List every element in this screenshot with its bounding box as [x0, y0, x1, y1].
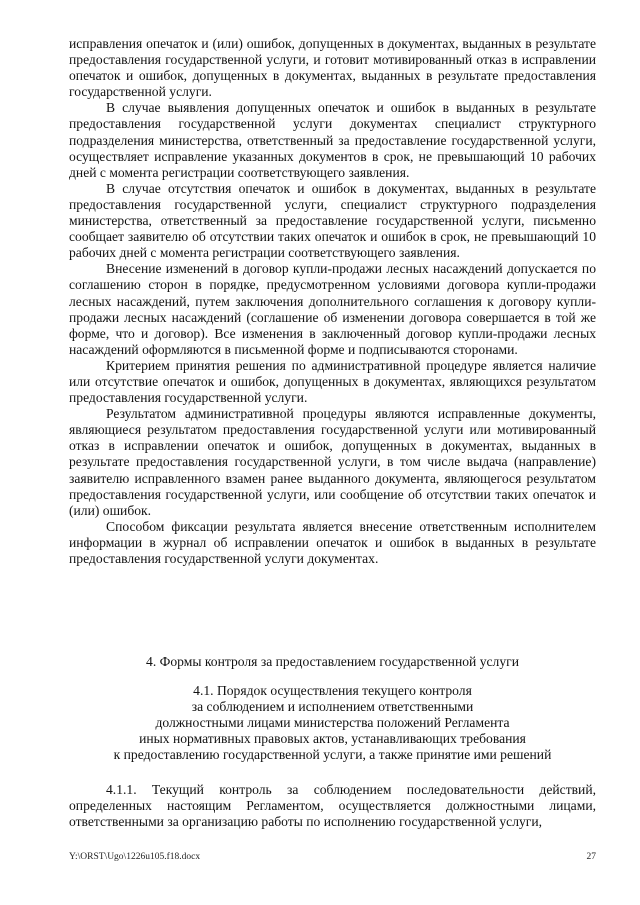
- subsection-heading-line: к предоставлению государственной услуги, а также принятие ими решений: [113, 747, 552, 763]
- subsection-heading-line: 4.1. Порядок осуществления текущего контроля: [193, 683, 472, 698]
- footer-file-path: Y:\ORST\Ugo\1226u105.f18.docx: [69, 852, 201, 862]
- paragraph-contract-changes: Внесение изменений в договор купли-продажи лесных насаждений допускается по соглашению сторон в порядке, предусмотренном условиями договора купли-продажи лесных насаждений, путем заключения дополнительного соглашения к договору купли-продажи лесных насаждений (соглашение об изменении договора совершается в той же форме, что и договор). Все изменения в заключенный договор купли-продажи лесных насаждений оформляются в письменной форме и подписываются сторонами.: [69, 261, 596, 357]
- subsection-heading: [69, 683, 596, 763]
- paragraph-errors-found: В случае выявления допущенных опечаток и ошибок в выданных в результате предоставления государственной услуги документах специалист структурного подразделения министерства, ответственный за предоставление государственной услуги, осуществляет исправление указанных документов в срок, не превышающий 10 рабочих дней с момента регистрации соответствующего заявления.: [69, 100, 596, 180]
- subsection-heading-line: иных нормативных правовых актов, устанавливающих требования: [139, 731, 526, 747]
- section-heading: 4. Формы контроля за предоставлением государственной услуги: [146, 654, 519, 669]
- subsection-heading-line: должностными лицами министерства положений Регламента: [155, 715, 510, 731]
- paragraph-current-control: 4.1.1. Текущий контроль за соблюдением последовательности действий, определенных настоящим Регламентом, осуществляется должностными лицами, ответственными за организацию работы по исполнению государственной услуги,: [69, 782, 596, 830]
- paragraph-continuation: исправления опечаток и (или) ошибок, допущенных в документах, выданных в результате предоставления государственной услуги, и готовит мотивированный отказ в исправлении опечаток и ошибок, допущенных в документах, выданных в результате предоставления государственной услуги.: [69, 36, 596, 100]
- paragraph-no-errors: В случае отсутствия опечаток и ошибок в документах, выданных в результате предоставления государственной услуги, специалист структурного подразделения министерства, ответственный за предоставление государственной услуги, письменно сообщает заявителю об отсутствии таких опечаток и ошибок в срок, не превышающий 10 рабочих дней с момента регистрации соответствующего заявления.: [69, 180, 596, 261]
- subsection-heading-line: за соблюдением и исполнением ответственными: [191, 699, 474, 715]
- paragraph-result-recording: Способом фиксации результата является внесение ответственным исполнителем информации в журнал об исправлении опечаток и ошибок в выданных в результате предоставления государственной услуги документах.: [69, 518, 596, 566]
- body-text: [69, 36, 596, 567]
- paragraph-procedure-result: Результатом административной процедуры являются исправленные документы, являющиеся результатом предоставления государственной услуги или мотивированный отказ в исправлении опечаток и ошибок, допущенных в документах, выданных в результате предоставления государственной услуги, в том числе выдача (направление) заявителю исправленного взамен ранее выданного документа, являющегося результатом предоставления государственной услуги, или сообщение об отсутствии таких опечаток и (или) ошибок.: [69, 406, 596, 518]
- footer-page-number: 27: [586, 852, 596, 862]
- paragraph-decision-criterion: Критерием принятия решения по административной процедуре является наличие или отсутствие опечаток и ошибок, допущенных в документах, являющихся результатом предоставления государственной услуги.: [69, 357, 596, 406]
